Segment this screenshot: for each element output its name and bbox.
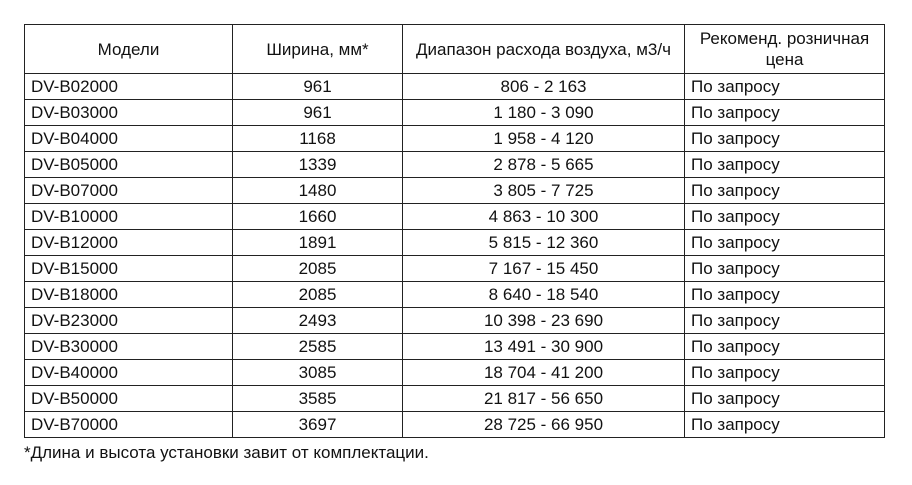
width-cell: 1480 [233, 178, 403, 204]
header-width: Ширина, мм* [233, 25, 403, 74]
width-cell: 3585 [233, 386, 403, 412]
width-cell: 2085 [233, 256, 403, 282]
width-cell: 2493 [233, 308, 403, 334]
airflow-range-cell: 1 958 - 4 120 [403, 126, 685, 152]
airflow-range-cell: 806 - 2 163 [403, 74, 685, 100]
table-row [25, 386, 885, 412]
width-cell: 961 [233, 100, 403, 126]
model-cell: DV-B18000 [25, 282, 233, 308]
table-row [25, 100, 885, 126]
table-row [25, 74, 885, 100]
price-cell: По запросу [685, 204, 885, 230]
width-cell: 2585 [233, 334, 403, 360]
width-cell: 1168 [233, 126, 403, 152]
width-cell: 1339 [233, 152, 403, 178]
header-models: Модели [25, 25, 233, 74]
table-row [25, 152, 885, 178]
price-cell: По запросу [685, 100, 885, 126]
table-row [25, 204, 885, 230]
header-retail-price: Рекоменд. розничная цена [685, 25, 885, 74]
table-header [25, 25, 885, 74]
price-cell: По запросу [685, 126, 885, 152]
table-row [25, 360, 885, 386]
model-cell: DV-B30000 [25, 334, 233, 360]
airflow-range-cell: 5 815 - 12 360 [403, 230, 685, 256]
price-cell: По запросу [685, 74, 885, 100]
table-row [25, 126, 885, 152]
model-cell: DV-B70000 [25, 412, 233, 438]
model-cell: DV-B05000 [25, 152, 233, 178]
airflow-range-cell: 7 167 - 15 450 [403, 256, 685, 282]
table-row [25, 256, 885, 282]
table-body [25, 74, 885, 438]
width-cell: 3085 [233, 360, 403, 386]
header-row [25, 25, 885, 74]
spec-sheet [24, 24, 884, 464]
table-row [25, 334, 885, 360]
airflow-range-cell: 1 180 - 3 090 [403, 100, 685, 126]
airflow-range-cell: 2 878 - 5 665 [403, 152, 685, 178]
width-cell: 1891 [233, 230, 403, 256]
header-airflow-range: Диапазон расхода воздуха, м3/ч [403, 25, 685, 74]
table-row [25, 178, 885, 204]
price-cell: По запросу [685, 334, 885, 360]
price-cell: По запросу [685, 256, 885, 282]
model-cell: DV-B50000 [25, 386, 233, 412]
airflow-range-cell: 3 805 - 7 725 [403, 178, 685, 204]
airflow-range-cell: 4 863 - 10 300 [403, 204, 685, 230]
model-cell: DV-B04000 [25, 126, 233, 152]
width-cell: 2085 [233, 282, 403, 308]
footnote: *Длина и высота установки завит от комплектации. [24, 443, 429, 462]
model-cell: DV-B02000 [25, 74, 233, 100]
airflow-range-cell: 13 491 - 30 900 [403, 334, 685, 360]
table-row [25, 412, 885, 438]
table-row [25, 308, 885, 334]
price-cell: По запросу [685, 308, 885, 334]
airflow-range-cell: 28 725 - 66 950 [403, 412, 685, 438]
table-row [25, 282, 885, 308]
airflow-range-cell: 10 398 - 23 690 [403, 308, 685, 334]
price-cell: По запросу [685, 386, 885, 412]
price-cell: По запросу [685, 152, 885, 178]
width-cell: 3697 [233, 412, 403, 438]
price-cell: По запросу [685, 282, 885, 308]
model-cell: DV-B12000 [25, 230, 233, 256]
price-cell: По запросу [685, 230, 885, 256]
airflow-range-cell: 18 704 - 41 200 [403, 360, 685, 386]
model-cell: DV-B10000 [25, 204, 233, 230]
model-spec-table [24, 24, 885, 438]
width-cell: 961 [233, 74, 403, 100]
airflow-range-cell: 21 817 - 56 650 [403, 386, 685, 412]
model-cell: DV-B40000 [25, 360, 233, 386]
model-cell: DV-B23000 [25, 308, 233, 334]
model-cell: DV-B07000 [25, 178, 233, 204]
model-cell: DV-B03000 [25, 100, 233, 126]
price-cell: По запросу [685, 412, 885, 438]
table-row [25, 230, 885, 256]
price-cell: По запросу [685, 178, 885, 204]
price-cell: По запросу [685, 360, 885, 386]
model-cell: DV-B15000 [25, 256, 233, 282]
airflow-range-cell: 8 640 - 18 540 [403, 282, 685, 308]
width-cell: 1660 [233, 204, 403, 230]
